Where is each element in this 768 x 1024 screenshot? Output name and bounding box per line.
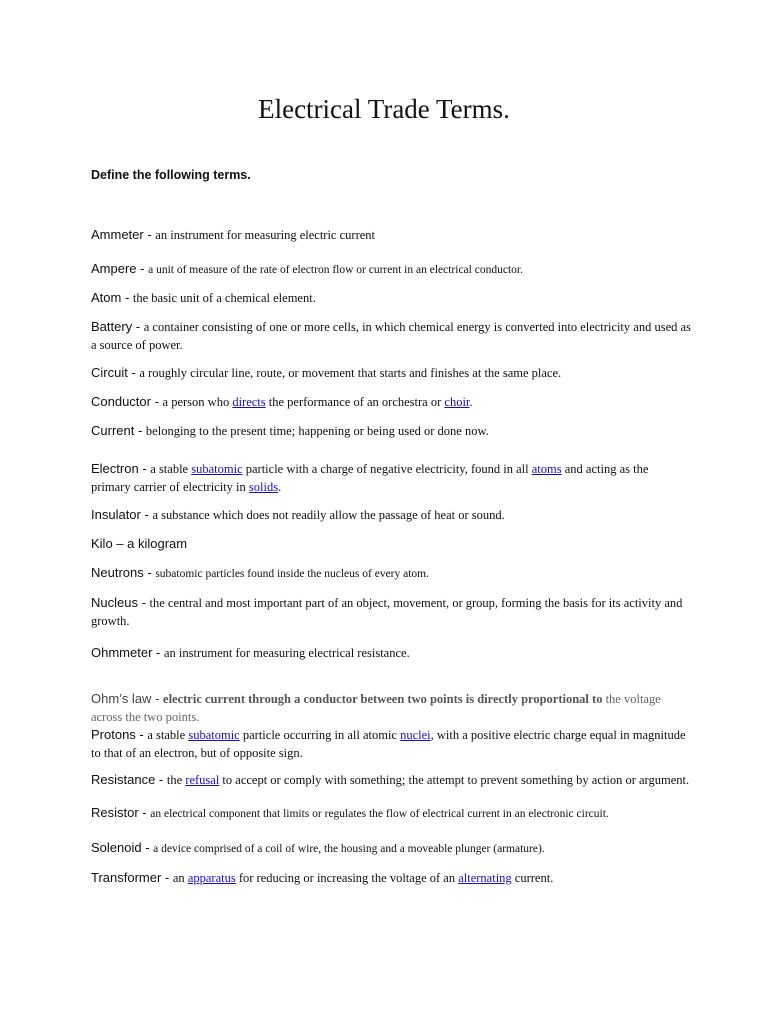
term-label: Conductor [91,394,151,409]
term-definition: particle occurring in all atomic [239,728,401,742]
entry-resistance [91,771,691,789]
term-definition: a stable [147,728,189,742]
entry-battery [91,318,691,354]
term-definition: and acting as the primary carrier of electricity in [91,462,649,494]
term-separator: - [132,319,144,334]
term-separator: - [150,394,163,409]
term-definition: particle with a charge of negative electricity, found in all [242,462,532,476]
term-definition: a stable [150,462,192,476]
term-definition: for reducing or increasing the voltage of an [235,871,459,885]
term-label: Electron [91,461,139,476]
term-definition: current. [511,871,554,885]
link-atoms[interactable]: atoms [531,462,562,476]
term-definition: to accept or comply with something; the attempt to prevent something by action or argument. [219,773,690,787]
entry-insulator [91,506,691,524]
link-subatomic[interactable]: subatomic [188,728,240,742]
term-definition: a unit of measure of the rate of electron flow or current in an electrical conductor. [148,264,523,276]
term-definition: an electrical component that limits or regulates the flow of electrical current in an electronic circuit. [150,808,609,820]
term-separator: - [136,261,149,276]
link-apparatus[interactable]: apparatus [187,871,236,885]
term-separator: - [155,772,167,787]
term-definition: the central and most important part of an object, movement, or group, forming the basis for its activity and growth. [91,596,683,628]
link-nuclei[interactable]: nuclei [400,728,431,742]
entry-ohmmeter [91,644,691,662]
term-definition: an [172,871,188,885]
term-separator: - [141,840,154,855]
term-label: Kilo – a kilogram [91,536,188,551]
term-definition: a device comprised of a coil of wire, the housing and a moveable plunger (armature). [153,843,545,855]
link-solids[interactable]: solids [248,480,279,494]
term-label: Nucleus [91,595,138,610]
term-definition: the voltage across the two points. [91,692,661,724]
term-label: Battery [91,319,133,334]
entry-electron [91,460,691,496]
term-label: Circuit [91,365,128,380]
term-label: Ammeter [91,227,144,242]
term-label: Solenoid [91,840,142,855]
term-separator: - [138,461,151,476]
entry-transformer [91,869,691,887]
term-separator: - [143,227,156,242]
entry-ohms-law [91,690,691,726]
entry-atom [91,289,691,307]
term-separator: - [140,507,153,522]
term-definition: the [166,773,186,787]
term-label: Resistance [91,772,156,787]
term-label: Resistor [91,805,139,820]
entry-neutrons [91,564,691,583]
term-label: Neutrons [91,565,144,580]
entry-conductor [91,393,691,411]
link-choir[interactable]: choir [444,395,470,409]
term-separator: - [135,727,148,742]
term-separator: - [137,595,150,610]
term-definition: . [469,395,473,409]
term-separator: - [151,691,164,706]
entry-circuit [91,364,691,382]
term-separator: - [127,365,140,380]
term-definition: the basic unit of a chemical element. [132,291,316,305]
entry-current [91,422,691,440]
term-label: Atom [91,290,122,305]
entry-protons [91,726,691,762]
term-definition: subatomic particles found inside the nucleus of every atom. [155,568,429,580]
term-separator: - [161,870,173,885]
term-separator: - [121,290,133,305]
term-label: Ohm’s law [91,691,152,706]
term-definition: the performance of an orchestra or [265,395,445,409]
term-definition: belonging to the present time; happening or being used or done now. [145,424,489,438]
link-alternating[interactable]: alternating [458,871,512,885]
page-title: Electrical Trade Terms. [258,94,510,124]
term-label: Insulator [91,507,141,522]
term-label: Current [91,423,135,438]
term-label: Ampere [91,261,137,276]
term-definition: a person who [162,395,233,409]
term-separator: - [143,565,156,580]
instructions-heading: Define the following terms. [91,168,251,182]
link-directs[interactable]: directs [232,395,266,409]
term-definition: an instrument for measuring electric current [155,228,375,242]
term-separator: - [134,423,146,438]
entry-kilo [91,535,691,553]
entry-nucleus [91,594,691,630]
term-definition: a substance which does not readily allow the passage of heat or sound. [152,508,505,522]
term-label: Ohmmeter [91,645,153,660]
term-definition: a container consisting of one or more cells, in which chemical energy is converted into electricity and used as a source of power. [91,320,691,352]
link-subatomic[interactable]: subatomic [191,462,243,476]
link-refusal[interactable]: refusal [185,773,220,787]
term-definition: , with a positive electric charge equal in magnitude to that of an electron, but of opposite sign. [91,728,686,760]
entry-solenoid [91,839,691,858]
term-definition: electric current through a conductor between two points is directly proportional to [163,692,603,706]
entry-ammeter [91,226,691,244]
term-definition: a roughly circular line, route, or movement that starts and finishes at the same place. [139,366,562,380]
term-definition: an instrument for measuring electrical resistance. [163,646,410,660]
term-label: Protons [91,727,136,742]
entry-resistor [91,804,691,823]
term-separator: - [138,805,151,820]
term-separator: - [152,645,164,660]
term-label: Transformer [91,870,162,885]
term-definition: . [278,480,282,494]
entry-ampere [91,260,691,279]
